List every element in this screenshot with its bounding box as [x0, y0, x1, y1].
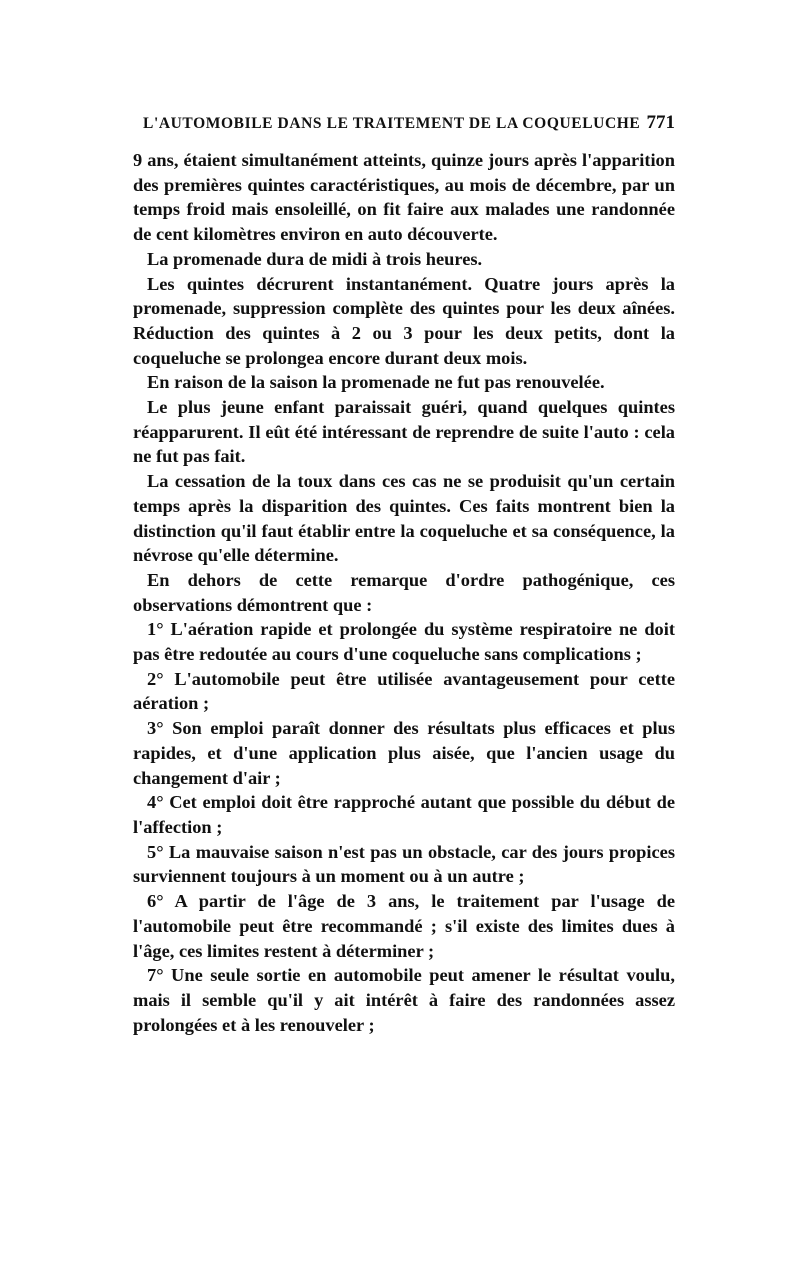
paragraph: La cessation de la toux dans ces cas ne se produisit qu'un certain temps après la disparition des quintes. Ces faits montrent bien la distinction qu'il faut établir entre la coqueluche et sa conséquence, la névrose qu'elle détermine. — [133, 471, 675, 566]
conclusion-item: 7° Une seule sortie en automobile peut amener le résultat voulu, mais il semble qu'il y ait intérêt à faire des randonnées assez prolongées et à les renouveler ; — [133, 965, 675, 1035]
conclusion-item: 6° A partir de l'âge de 3 ans, le traitement par l'usage de l'automobile peut être recommandé ; s'il existe des limites dues à l'âge, ces limites restent à déterminer ; — [133, 891, 675, 961]
paragraph: En raison de la saison la promenade ne fut pas renouvelée. — [147, 372, 605, 393]
conclusion-item: 5° La mauvaise saison n'est pas un obstacle, car des jours propices surviennent toujours à un moment ou à un autre ; — [133, 841, 675, 887]
running-header — [143, 112, 675, 148]
paragraph: En dehors de cette remarque d'ordre pathogénique, ces observations démontrent que : — [133, 569, 675, 615]
conclusion-item: 3° Son emploi paraît donner des résultats plus efficaces et plus rapides, et d'une application plus aisée, que l'ancien usage du changement d'air ; — [133, 718, 675, 788]
paragraph: Les quintes décrurent instantanément. Quatre jours après la promenade, suppression complète des quintes pour les deux aînées. Réduction des quintes à 2 ou 3 pour les deux petits, dont la coqueluche se prolongea encore durant deux mois. — [133, 273, 675, 368]
page-number: 771 — [646, 112, 675, 133]
running-title: L'AUTOMOBILE DANS LE TRAITEMENT DE LA COQUELUCHE — [143, 115, 641, 132]
paragraph: La promenade dura de midi à trois heures. — [147, 248, 483, 269]
conclusion-item: 2° L'automobile peut être utilisée avantageusement pour cette aération ; — [133, 668, 675, 714]
conclusion-item: 4° Cet emploi doit être rapproché autant que possible du début de l'affection ; — [133, 792, 675, 837]
paragraph-continued: 9 ans, étaient simultanément atteints, quinze jours après l'apparition des premières quintes caractéristiques, au mois de décembre, par un temps froid mais ensoleillé, on fit faire aux malades une randonnée de cent kilomètres environ en auto découverte. — [133, 150, 675, 245]
book-page — [133, 112, 675, 1037]
paragraph: Le plus jeune enfant paraissait guéri, quand quelques quintes réapparurent. Il eût été intéressant de reprendre de suite l'auto : cela ne fut pas fait. — [133, 397, 675, 467]
conclusion-item: 1° L'aération rapide et prolongée du système respiratoire ne doit pas être redoutée au cours d'une coqueluche sans complications ; — [133, 619, 675, 665]
body-text — [133, 148, 675, 1037]
